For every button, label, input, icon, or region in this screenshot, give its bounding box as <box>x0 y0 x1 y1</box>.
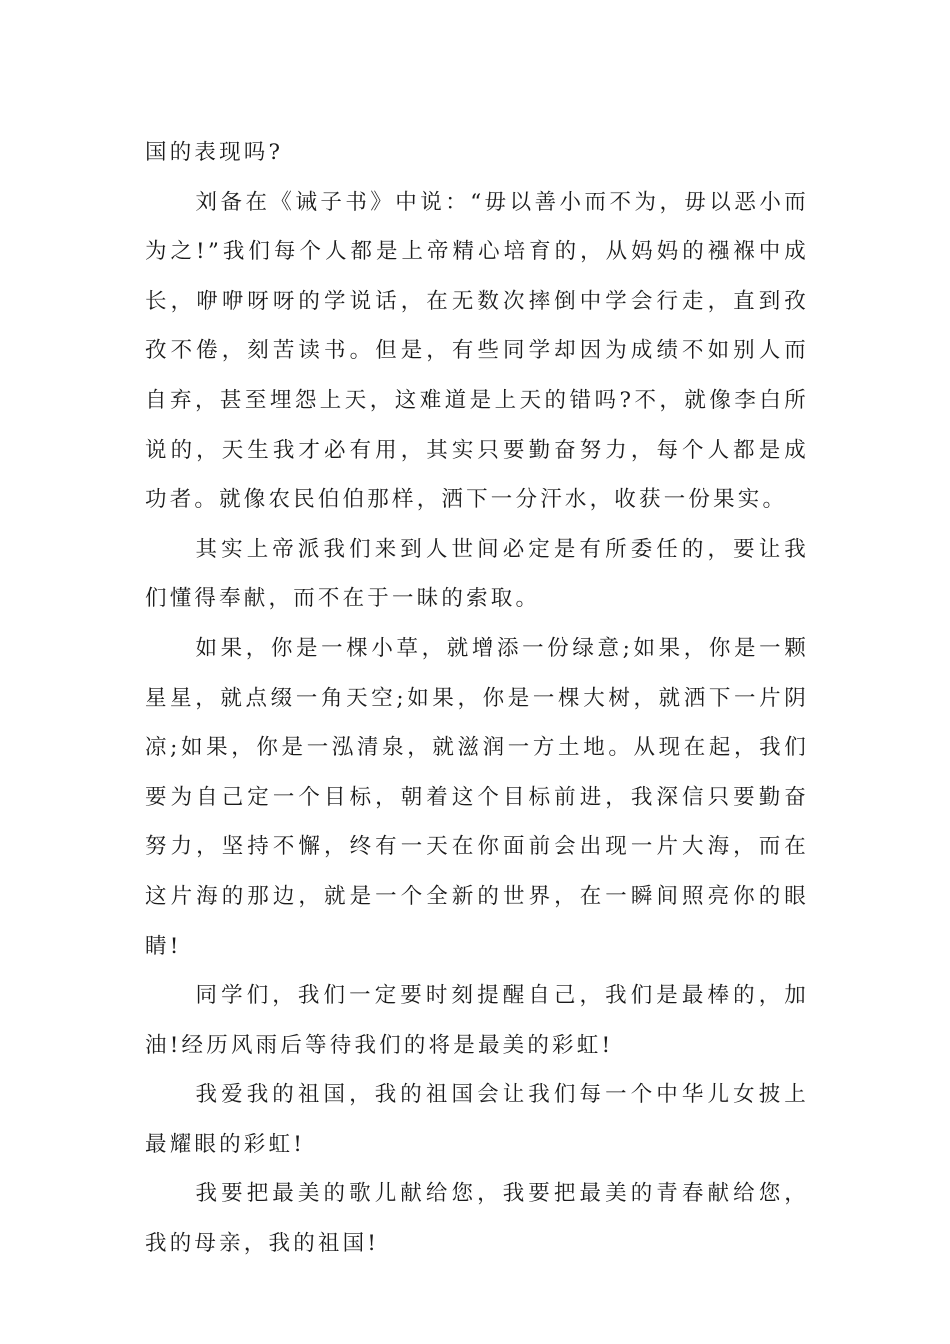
document-body <box>145 128 809 1269</box>
paragraph-love-motherland: 我爱我的祖国，我的祖国会让我们每一个中华儿女披上最耀眼的彩虹! <box>145 1082 809 1157</box>
paragraph-closing: 我要把最美的歌儿献给您，我要把最美的青春献给您，我的母亲，我的祖国! <box>145 1181 809 1257</box>
paragraph-dedication: 其实上帝派我们来到人世间必定是有所委任的，要让我们懂得奉献，而不在于一昧的索取。 <box>145 536 809 612</box>
paragraph-if-you-are: 如果，你是一棵小草，就增添一份绿意;如果，你是一颗星星，就点缀一角天空;如果，你是一棵大树，就洒下一片阴凉;如果，你是一泓清泉，就滋润一方土地。从现在起，我们要为自己定一个目标，朝着这个目标前进，我深信只要勤奋努力，坚持不懈，终有一天在你面前会出现一片大海，而在这片海的那边，就是一个全新的世界，在一瞬间照亮你的眼睛! <box>145 635 809 959</box>
paragraph-liu-bei-quote: 刘备在《诫子书》中说：“毋以善小而不为，毋以恶小而为之!”我们每个人都是上帝精心培育的，从妈妈的襁褓中成长，咿咿呀呀的学说话，在无数次摔倒中学会行走，直到孜孜不倦，刻苦读书。但是，有些同学却因为成绩不如别人而自弃，甚至埋怨上天，这难道是上天的错吗?不，就像李白所说的，天生我才必有用，其实只要勤奋努力，每个人都是成功者。就像农民伯伯那样，洒下一分汗水，收获一份果实。 <box>145 189 809 513</box>
paragraph-continuation: 国的表现吗? <box>145 140 284 165</box>
paragraph-classmates: 同学们，我们一定要时刻提醒自己，我们是最棒的，加油!经历风雨后等待我们的将是最美的彩虹! <box>145 983 809 1058</box>
